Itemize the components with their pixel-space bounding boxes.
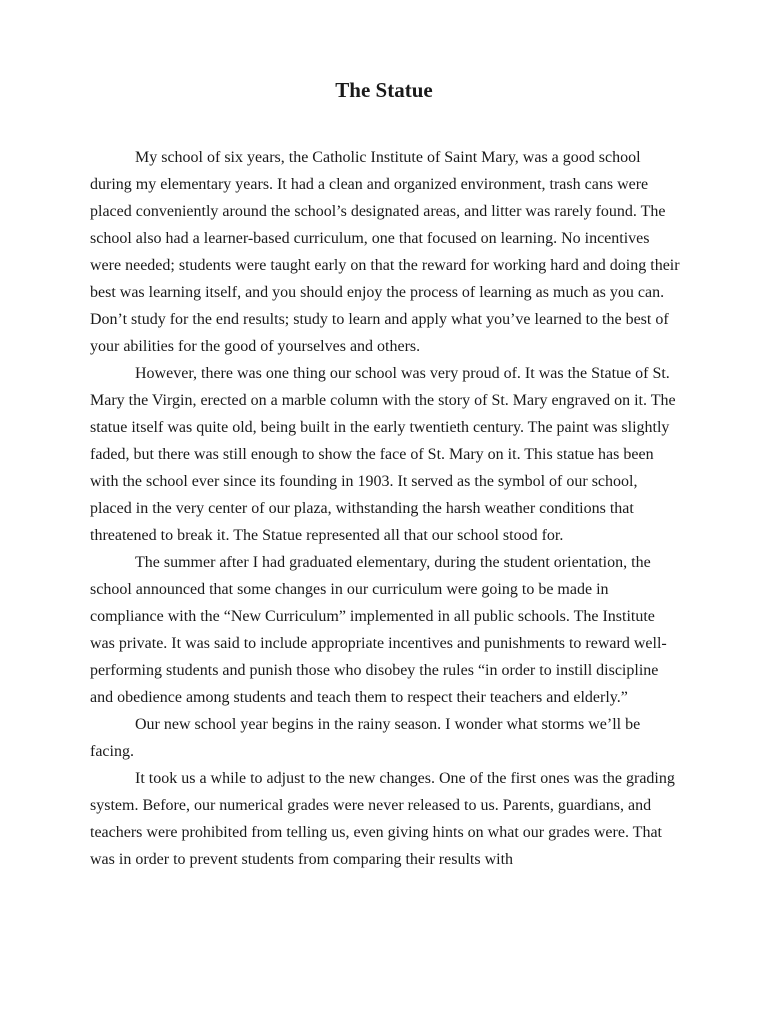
- paragraph: It took us a while to adjust to the new changes. One of the first ones was the grading system. Before, our numerical grades were never released to us. Parents, guardians, and teachers were prohibited from telling us, even giving hints on what our grades were. That was in order to prevent students from comparing their results with: [90, 770, 675, 868]
- paragraph: My school of six years, the Catholic Institute of Saint Mary, was a good school during my elementary years. It had a clean and organized environment, trash cans were placed conveniently around the school’s designated areas, and litter was rarely found. The school also had a learner-based curriculum, one that focused on learning. No incentives were needed; students were taught early on that the reward for working hard and doing their best was learning itself, and you should enjoy the process of learning as much as you can. Don’t study for the end results; study to learn and apply what you’ve learned to the best of your abilities for the good of yourselves and others.: [90, 149, 680, 355]
- paragraph: However, there was one thing our school was very proud of. It was the Statue of St. Mary the Virgin, erected on a marble column with the story of St. Mary engraved on it. The statue itself was quite old, being built in the early twentieth century. The paint was slightly faded, but there was still enough to show the face of St. Mary on it. This statue has been with the school ever since its founding in 1903. It served as the symbol of our school, placed in the very center of our plaza, withstanding the harsh weather conditions that threatened to break it. The Statue represented all that our school stood for.: [90, 365, 676, 544]
- document-title: The Statue: [335, 78, 433, 102]
- document-body: [90, 144, 682, 873]
- paragraph: The summer after I had graduated elementary, during the student orientation, the school announced that some changes in our curriculum were going to be made in compliance with the “New Curriculum” implemented in all public schools. The Institute was private. It was said to include appropriate incentives and punishments to reward well-performing students and punish those who disobey the rules “in order to instill discipline and obedience among students and teach them to respect their teachers and elderly.”: [90, 554, 667, 706]
- paragraph: Our new school year begins in the rainy season. I wonder what storms we’ll be facing.: [90, 716, 641, 760]
